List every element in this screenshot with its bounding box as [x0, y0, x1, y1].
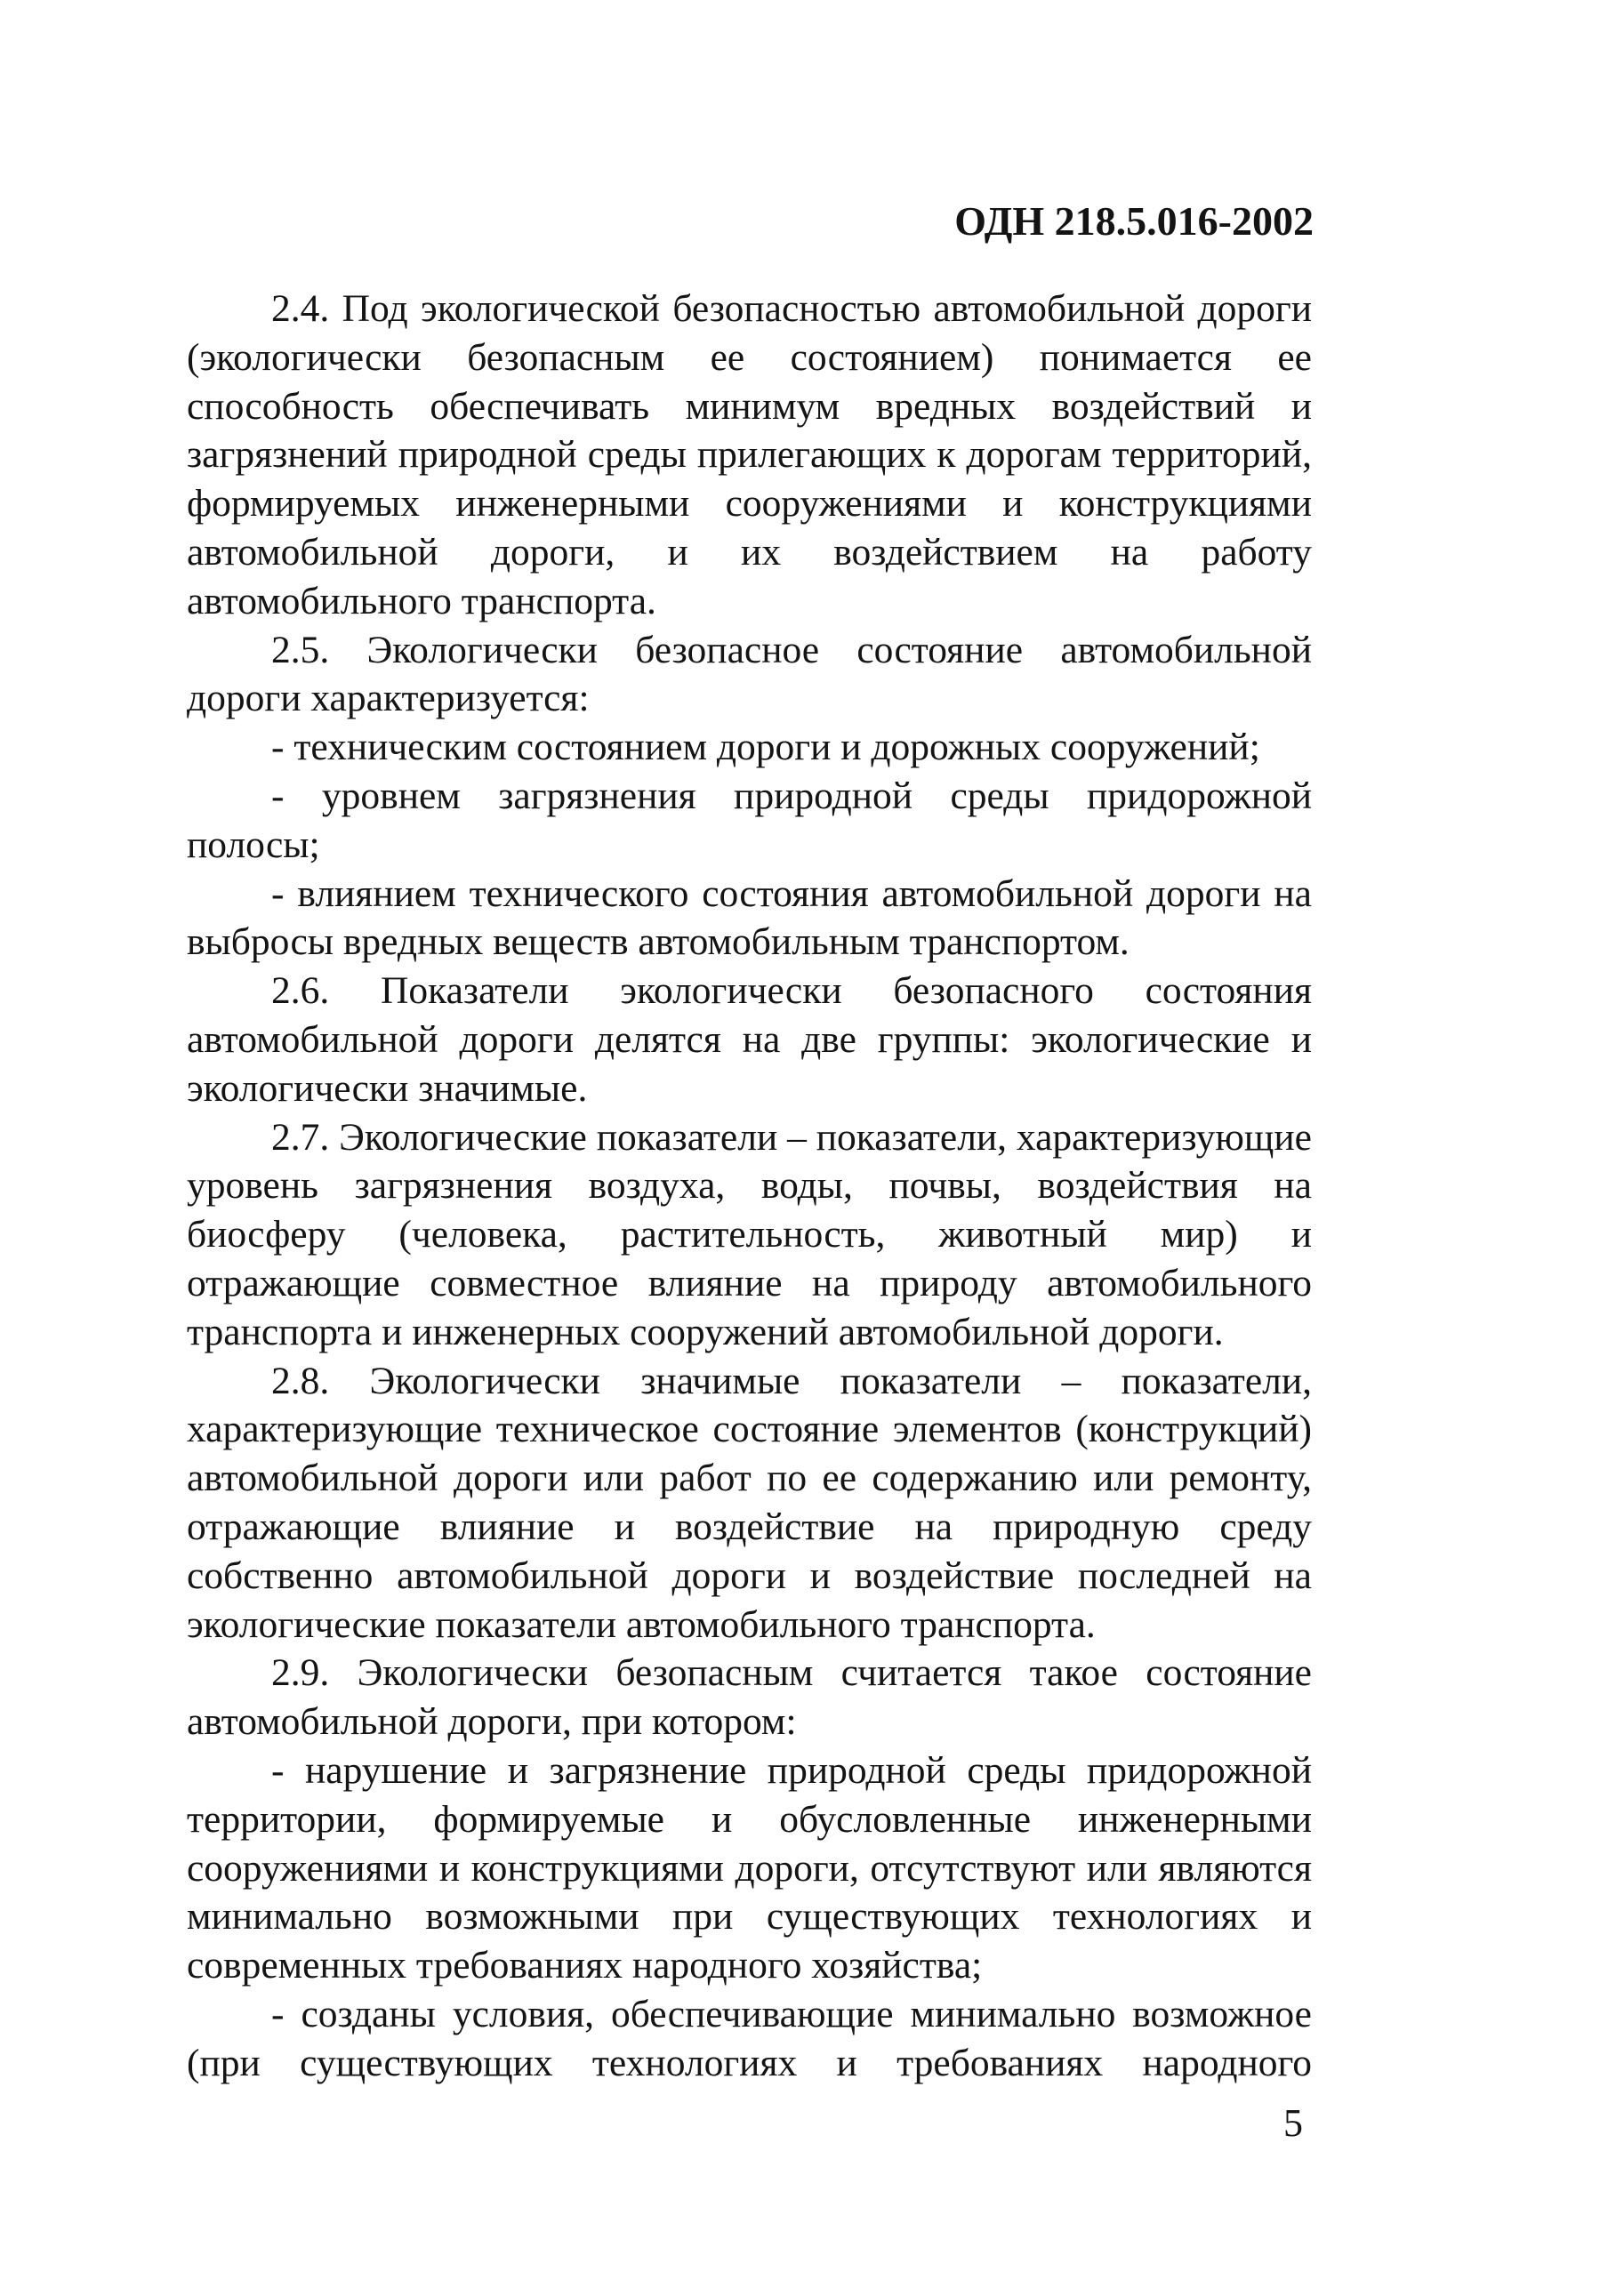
paragraph-2-5: 2.5. Экологически безопасное состояние автомобильной дороги характеризуется:	[187, 628, 1312, 720]
page-number: 5	[1283, 2101, 1303, 2145]
paragraph-2-6: 2.6. Показатели экологически безопасного состояния автомобильной дороги делятся на две группы: экологические и экологически значимые.	[187, 969, 1312, 1110]
list-item-emissions-influence: - влиянием технического состояния автомобильной дороги на выбросы вредных веществ автомобильным транспортом.	[187, 871, 1312, 964]
document-code-header: ОДН 218.5.016-2002	[954, 198, 1314, 244]
list-item-conditions-created: - созданы условия, обеспечивающие минимально возможное (при существующих технологиях и требованиях народного	[187, 1992, 1312, 2084]
paragraph-2-4: 2.4. Под экологической безопасностью автомобильной дороги (экологически безопасным ее состоянием) понимается ее способность обеспечивать минимум вредных воздействий и загрязнений природной среды прилегающих к дорогам территорий, формируемых инженерными сооружениями и конструкциями автомобильной дороги, и их воздействием на работу автомобильного транспорта.	[187, 287, 1312, 622]
list-item-disturbance-minimal: - нарушение и загрязнение природной среды придорожной территории, формируемые и обусловленные инженерными сооружениями и конструкциями дороги, отсутствуют или являются минимально возможными при существующих технологиях и современных требованиях народного хозяйства;	[187, 1748, 1312, 1987]
list-item-pollution-level: - уровнем загрязнения природной среды придорожной полосы;	[187, 774, 1312, 866]
paragraph-2-7: 2.7. Экологические показатели – показатели, характеризующие уровень загрязнения воздуха, воды, почвы, воздействия на биосферу (человека, растительность, животный мир) и отражающие совместное влияние на природу автомобильного транспорта и инженерных сооружений автомобильной дороги.	[187, 1115, 1312, 1353]
list-item-technical-state: - техническим состоянием дороги и дорожных сооружений;	[271, 726, 1260, 769]
paragraph-2-8: 2.8. Экологически значимые показатели – показатели, характеризующие техническое состояние элементов (конструкций) автомобильной дороги или работ по ее содержанию или ремонту, отражающие влияние и воздействие на природную среду собственно автомобильной дороги и воздействие последней на экологические показатели автомобильного транспорта.	[187, 1359, 1312, 1646]
body-text	[187, 285, 1312, 2087]
paragraph-2-9: 2.9. Экологически безопасным считается такое состояние автомобильной дороги, при котором:	[187, 1651, 1312, 1744]
